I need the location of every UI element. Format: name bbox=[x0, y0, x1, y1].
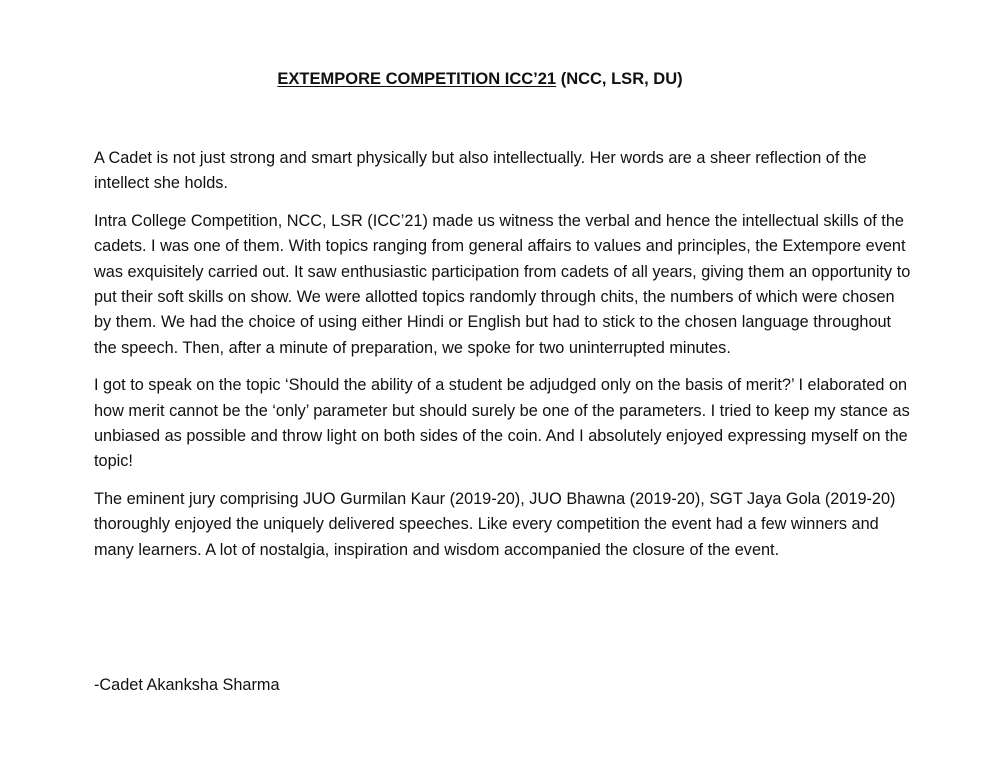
document-body bbox=[94, 146, 916, 575]
author-signature: -Cadet Akanksha Sharma bbox=[94, 676, 280, 694]
title-suffix: (NCC, LSR, DU) bbox=[556, 70, 683, 88]
paragraph-competition: Intra College Competition, NCC, LSR (ICC’21) made us witness the verbal and hence the intellectual skills of the cadets. I was one of them. With topics ranging from general affairs to values and principles, the Extempore event was exquisitely carried out. It saw enthusiastic participation from cadets of all years, giving them an opportunity to put their soft skills on show. We were allotted topics randomly through chits, the numbers of which were chosen by them. We had the choice of using either Hindi or English but had to stick to the chosen language throughout the speech. Then, after a minute of preparation, we spoke for two uninterrupted minutes. bbox=[94, 211, 911, 357]
title-underlined-part: EXTEMPORE COMPETITION ICC’21 bbox=[277, 70, 557, 88]
paragraph-topic: I got to speak on the topic ‘Should the ability of a student be adjudged only on the basis of merit?’ I elaborated on how merit cannot be the ‘only’ parameter but should surely be one of the parameters. I tried to keep my stance as unbiased as possible and throw light on both sides of the coin. And I absolutely enjoyed expressing myself on the topic! bbox=[94, 376, 910, 471]
paragraph-intro: A Cadet is not just strong and smart physically but also intellectually. Her words are a sheer reflection of the intellect she holds. bbox=[94, 149, 867, 193]
paragraph-jury: The eminent jury comprising JUO Gurmilan Kaur (2019-20), JUO Bhawna (2019-20), SGT Jaya Gola (2019-20) thoroughly enjoyed the uniquely delivered speeches. Like every competition the event had a few winners and many learners. A lot of nostalgia, inspiration and wisdom accompanied the closure of the event. bbox=[94, 489, 896, 559]
document-title bbox=[0, 68, 960, 90]
